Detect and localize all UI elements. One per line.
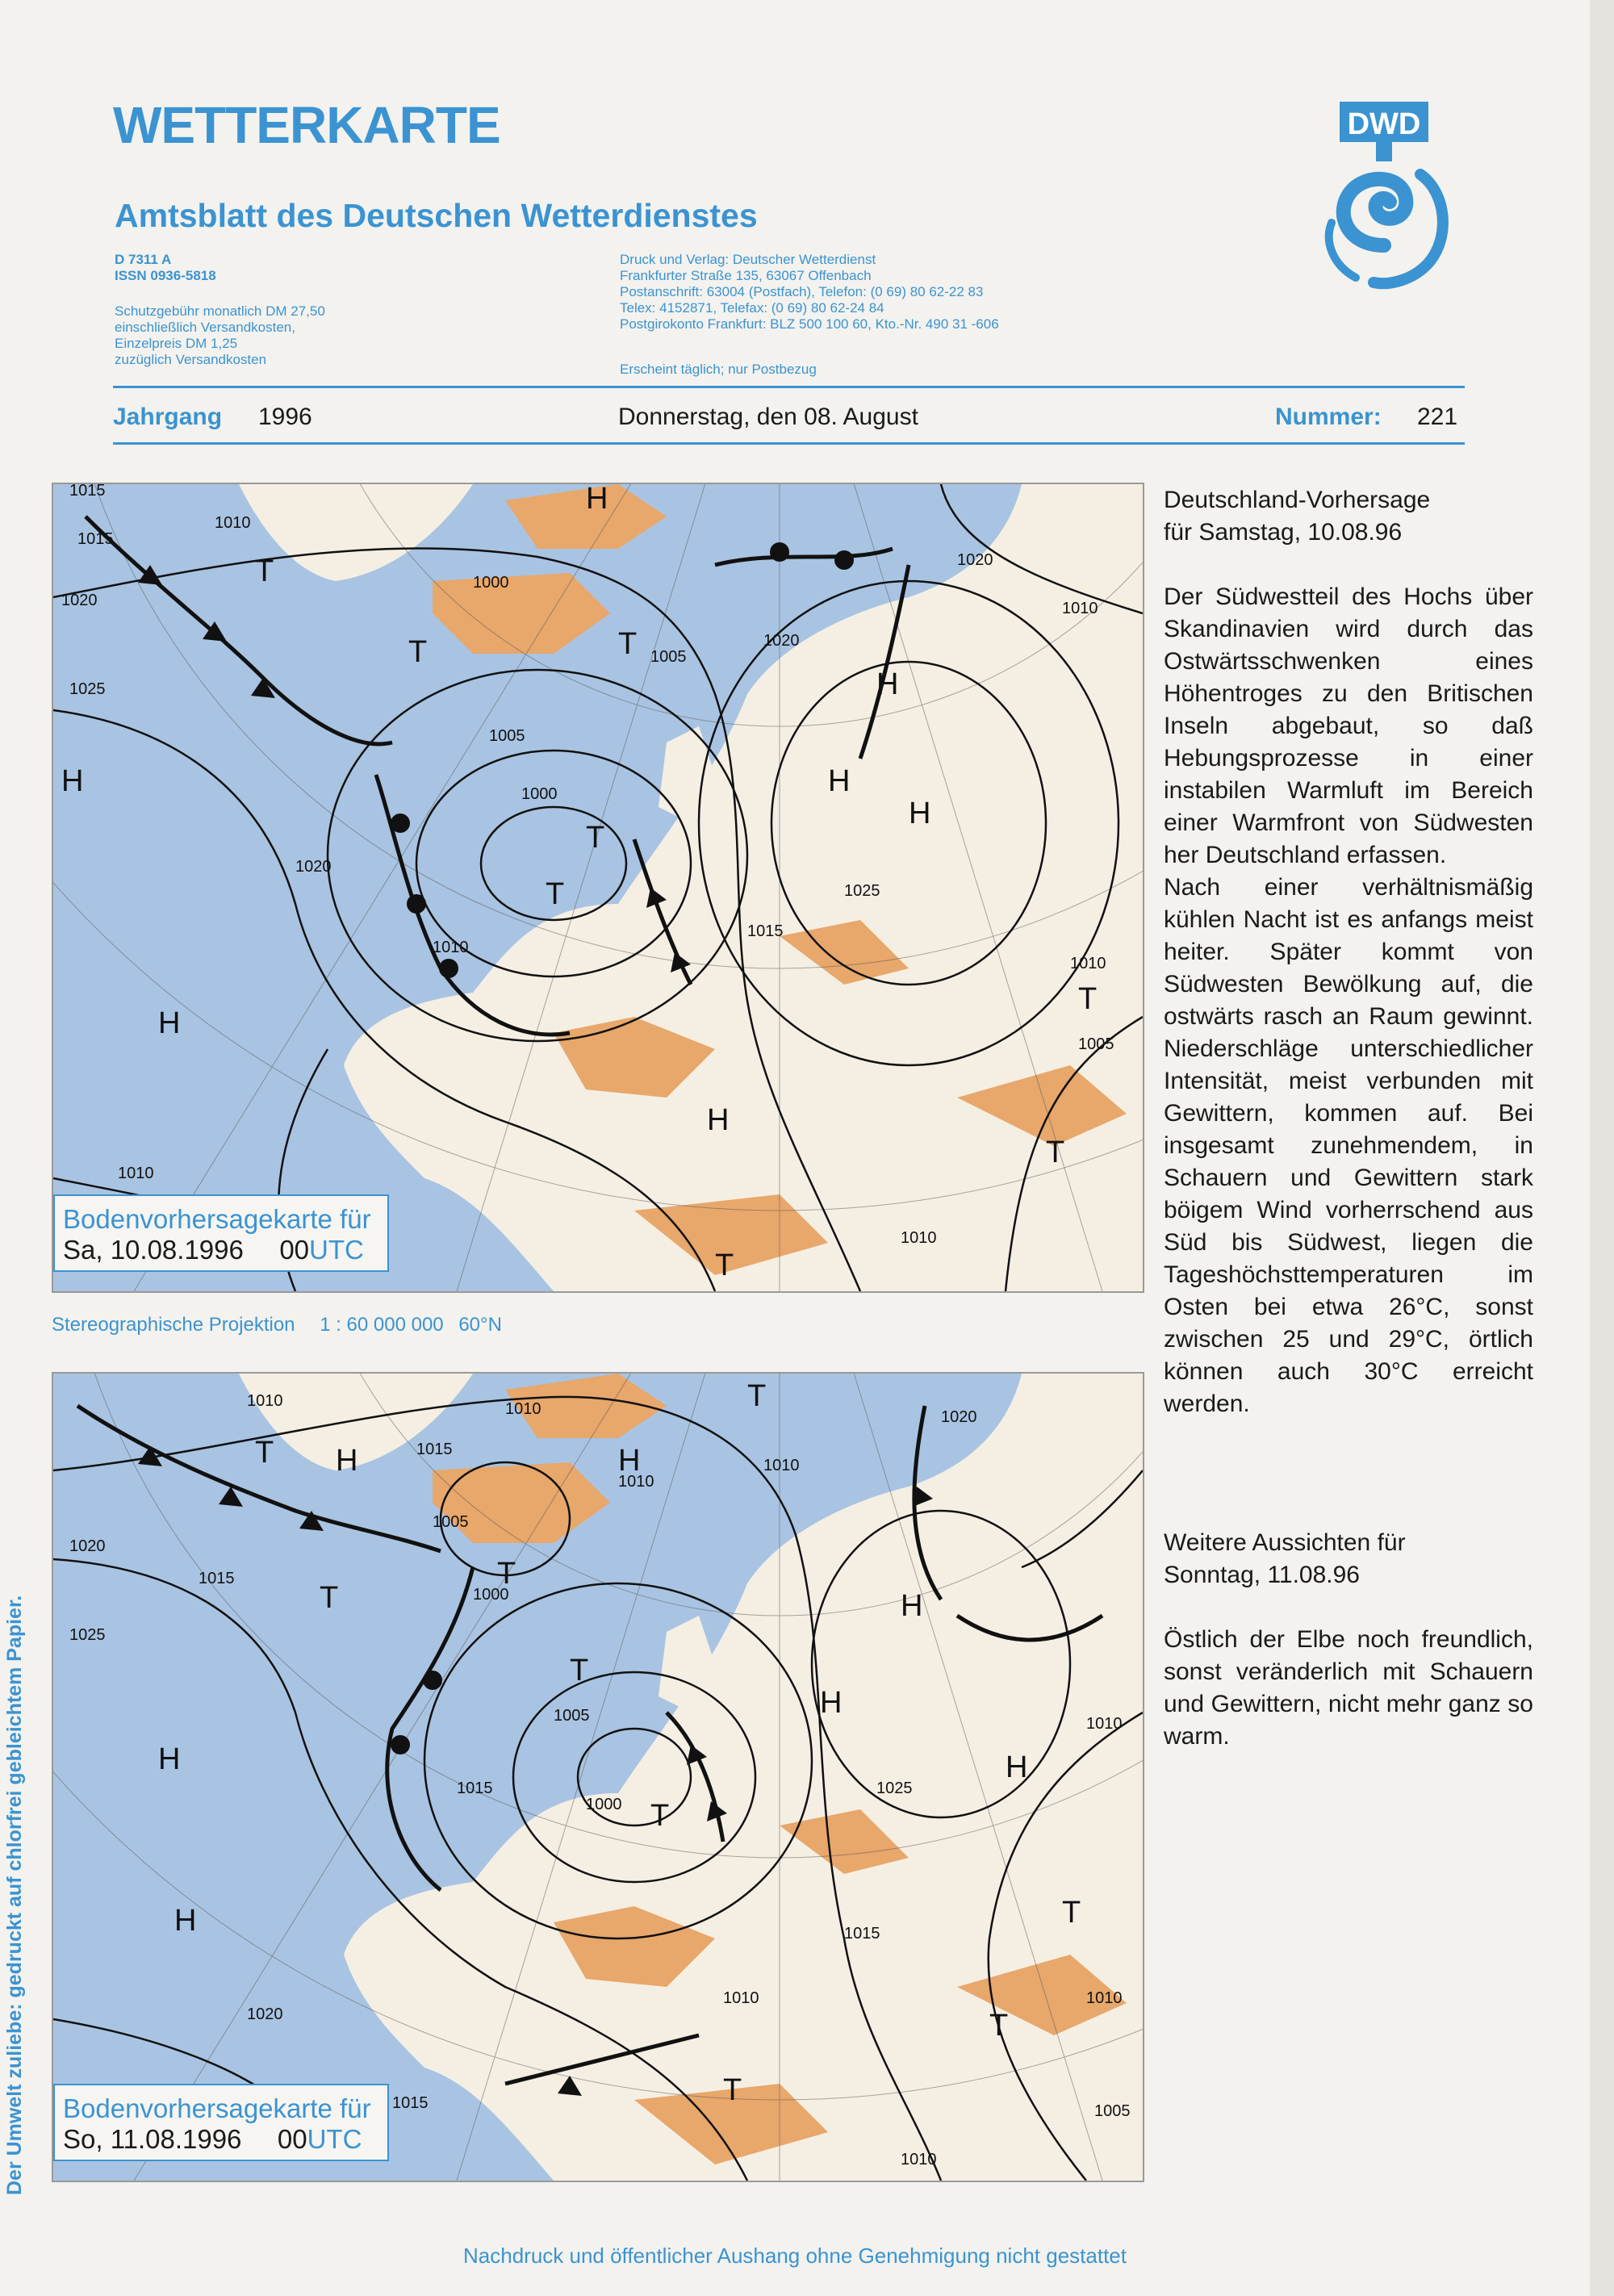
system-label: T xyxy=(546,877,565,911)
system-label: T xyxy=(723,2073,742,2107)
system-label: H xyxy=(586,484,608,516)
logo-swirl xyxy=(1344,179,1407,245)
system-label: H xyxy=(876,667,899,701)
publisher-line: Postgirokonto Frankfurt: BLZ 500 100 60, Kto.-Nr. 490 31 -606 xyxy=(620,316,999,332)
isobar-label: 1010 xyxy=(723,1989,759,2007)
issn: ISSN 0936-5818 xyxy=(115,268,216,283)
footer-note: Nachdruck und öffentlicher Aushang ohne Genehmigung nicht gestattet xyxy=(463,2244,1127,2268)
forecast-paragraph-2: Nach einer verhältnismäßig kühlen Nacht ist es anfangs meist heiter. Später kommt von Südwesten Bewölkung auf, die ostwärts rasch an Raum gewinnt. Niederschläge unterschiedlicher Intensität, meist verbunden mit Gewittern, kommen auf. Bei insgesamt zunehmendem, in Schauern und Gewittern stark böigem Wind vorherrschend aus Süd bis Südwest, liegen die Tageshöchsttemperaturen im Osten bei etwa 26°C, sonst zwischen 25 und 29°C, örtlich können auch 30°C erreicht werden. xyxy=(1164,874,1533,1417)
caption-utc: UTC xyxy=(307,2124,362,2154)
outlook-paragraph: Östlich der Elbe noch freundlich, sonst veränderlich mit Schauern und Gewittern, nicht mehr ganz so warm. xyxy=(1164,1626,1533,1750)
header-rule-top xyxy=(113,386,1465,388)
system-label: T xyxy=(989,2009,1009,2043)
publisher-line: Telex: 4152871, Telefax: (0 69) 80 62-24 84 xyxy=(620,300,884,316)
logo-text: DWD xyxy=(1347,107,1421,141)
isobar-label: 1010 xyxy=(901,2151,937,2168)
caption-date: So, 11.08.1996 xyxy=(63,2124,242,2154)
isobar-label: 1015 xyxy=(844,1925,880,1943)
fee-line: Einzelpreis DM 1,25 xyxy=(115,336,238,351)
caption-title: Bodenvorhersagekarte für xyxy=(63,2093,371,2123)
isobar-label: 1005 xyxy=(433,1513,469,1531)
system-label: H xyxy=(707,1103,730,1137)
system-label: H xyxy=(158,1006,181,1040)
system-label: T xyxy=(715,1248,734,1282)
isobar-label: 1015 xyxy=(416,1441,453,1458)
header-rule-bottom xyxy=(113,442,1465,445)
system-label: T xyxy=(497,1557,516,1591)
system-label: T xyxy=(255,554,274,588)
system-label: H xyxy=(1006,1750,1028,1784)
publisher-line: Frankfurter Straße 135, 63067 Offenbach xyxy=(620,268,872,283)
system-label: H xyxy=(158,1742,181,1776)
page-subtitle: Amtsblatt des Deutschen Wetterdienstes xyxy=(115,197,758,234)
system-label: T xyxy=(320,1581,339,1615)
isobar-label: 1010 xyxy=(618,1473,654,1491)
isobar-label: 1020 xyxy=(61,592,98,609)
projection-info xyxy=(52,1314,502,1336)
caption-date: Sa, 10.08.1996 xyxy=(63,1235,244,1265)
isobar-label: 1010 xyxy=(118,1165,154,1182)
side-note: Der Umwelt zuliebe: gedruckt auf chlorfrei gebleichtem Papier. xyxy=(3,1595,26,2195)
outlook-heading-line-2: Sonntag, 11.08.96 xyxy=(1164,1562,1360,1588)
outlook-heading-line-1: Weitere Aussichten für xyxy=(1164,1529,1406,1556)
isobar-label: 1000 xyxy=(586,1796,622,1813)
outlook-text xyxy=(1164,1624,1533,1753)
isobar-label: 1020 xyxy=(763,632,800,650)
caption-utc: UTC xyxy=(309,1235,364,1265)
isobar-label: 1015 xyxy=(69,484,106,500)
isobar-label: 1020 xyxy=(247,2005,283,2023)
system-label: T xyxy=(255,1436,274,1470)
isobar-label: 1025 xyxy=(69,1626,106,1644)
forecast-heading-line-2: für Samstag, 10.08.96 xyxy=(1164,519,1403,546)
projection-latitude: 60°N xyxy=(458,1314,502,1336)
isobar-label: 1010 xyxy=(505,1400,541,1418)
system-label: T xyxy=(1078,982,1098,1016)
forecast-paragraph-1: Der Südwestteil des Hochs über Skandinavien wird durch das Ostwärtsschwenken eines Höhentroges zu den Britischen Inseln abgebaut, so daß Hebungsprozesse in einer instabilen Warmluft im Bereich einer Warmfront von Südwesten her Deutschland erfassen. xyxy=(1164,583,1533,868)
system-label: T xyxy=(1046,1135,1065,1169)
fee-line: Schutzgebühr monatlich DM 27,50 xyxy=(115,303,325,319)
system-label: H xyxy=(61,764,84,798)
isobar-label: 1000 xyxy=(473,574,509,592)
system-label: T xyxy=(408,635,428,669)
dwd-logo-icon xyxy=(1299,102,1461,303)
publisher-line: Druck und Verlag: Deutscher Wetterdienst xyxy=(620,252,876,267)
isobar-label: 1025 xyxy=(69,680,106,698)
isobar-label: 1025 xyxy=(876,1780,913,1797)
system-label: H xyxy=(336,1444,358,1478)
system-label: H xyxy=(901,1589,923,1623)
system-label: T xyxy=(650,1799,670,1833)
system-label: H xyxy=(909,797,931,830)
system-label: T xyxy=(618,627,638,661)
system-label: H xyxy=(820,1686,843,1720)
isobar-label: 1010 xyxy=(433,939,469,956)
fee-line: einschließlich Versandkosten, xyxy=(115,320,295,335)
isobar-label: 1015 xyxy=(392,2094,429,2112)
forecast-map-sunday xyxy=(52,1372,1144,2182)
isobar-label: 1025 xyxy=(844,882,880,900)
isobar-label: 1010 xyxy=(1070,955,1106,972)
publisher-line: Postanschrift: 63004 (Postfach), Telefon: (0 69) 80 62-22 83 xyxy=(620,284,984,299)
system-label: T xyxy=(1062,1896,1081,1930)
map-2-canvas xyxy=(53,1374,1143,2181)
system-label: H xyxy=(174,1904,197,1938)
caption-title: Bodenvorhersagekarte für xyxy=(63,1204,371,1234)
projection-name: Stereographische Projektion xyxy=(52,1314,295,1336)
isobar-label: 1000 xyxy=(521,785,558,803)
isobar-label: 1010 xyxy=(1062,600,1098,617)
map-2-caption xyxy=(53,2084,389,2161)
forecast-heading xyxy=(1164,484,1533,549)
system-label: T xyxy=(586,821,605,855)
issue-row xyxy=(113,400,1465,441)
year-value: 1996 xyxy=(258,404,312,430)
isobar-label: 1015 xyxy=(747,922,784,940)
forecast-map-saturday xyxy=(52,483,1144,1293)
isobar-label: 1010 xyxy=(901,1229,937,1247)
fee-info xyxy=(115,303,325,368)
isobar-label: 1010 xyxy=(763,1457,800,1474)
map-1-caption xyxy=(53,1194,389,1272)
isobar-label: 1010 xyxy=(1086,1715,1123,1733)
number-value: 221 xyxy=(1417,404,1458,430)
isobar-label: 1020 xyxy=(941,1408,977,1426)
delivery-note: Erscheint täglich; nur Postbezug xyxy=(620,362,817,377)
outlook-heading xyxy=(1164,1527,1533,1591)
system-label: T xyxy=(570,1654,589,1687)
isobar-label: 1005 xyxy=(1078,1035,1114,1053)
scan-edge xyxy=(1590,0,1614,2296)
fee-line: zuzüglich Versandkosten xyxy=(115,352,267,367)
isobar-label: 1020 xyxy=(295,858,332,876)
map-1-canvas xyxy=(53,484,1143,1291)
system-label: H xyxy=(618,1444,641,1478)
isobar-label: 1015 xyxy=(77,530,114,548)
isobar-label: 1005 xyxy=(1094,2102,1131,2120)
system-label: T xyxy=(747,1379,767,1413)
isobar-label: 1015 xyxy=(199,1570,235,1587)
isobar-label: 1005 xyxy=(650,648,687,666)
isobar-label: 1020 xyxy=(957,551,993,569)
isobar-label: 1020 xyxy=(69,1537,106,1555)
publication-code: D 7311 A xyxy=(115,252,172,267)
isobar-label: 1010 xyxy=(247,1392,283,1410)
publisher-info xyxy=(620,252,999,332)
caption-hour: 00 xyxy=(277,2124,307,2154)
isobar-label: 1005 xyxy=(554,1707,590,1725)
logo-stem xyxy=(1376,142,1392,161)
year-label: Jahrgang xyxy=(113,404,223,430)
forecast-text xyxy=(1164,581,1533,1420)
publication-codes xyxy=(115,252,216,284)
isobar-label: 1005 xyxy=(489,727,525,745)
page-title: WETTERKARTE xyxy=(113,96,500,154)
forecast-heading-line-1: Deutschland-Vorhersage xyxy=(1164,487,1431,513)
projection-scale: 1 : 60 000 000 xyxy=(320,1314,444,1336)
isobar-label: 1010 xyxy=(1086,1989,1123,2007)
caption-hour: 00 xyxy=(279,1235,310,1265)
isobar-label: 1015 xyxy=(457,1780,493,1797)
number-label: Nummer: xyxy=(1275,404,1382,430)
isobar-label: 1010 xyxy=(215,514,251,532)
isobar-label: 1000 xyxy=(473,1586,509,1604)
system-label: H xyxy=(828,764,851,798)
issue-date: Donnerstag, den 08. August xyxy=(618,404,918,430)
